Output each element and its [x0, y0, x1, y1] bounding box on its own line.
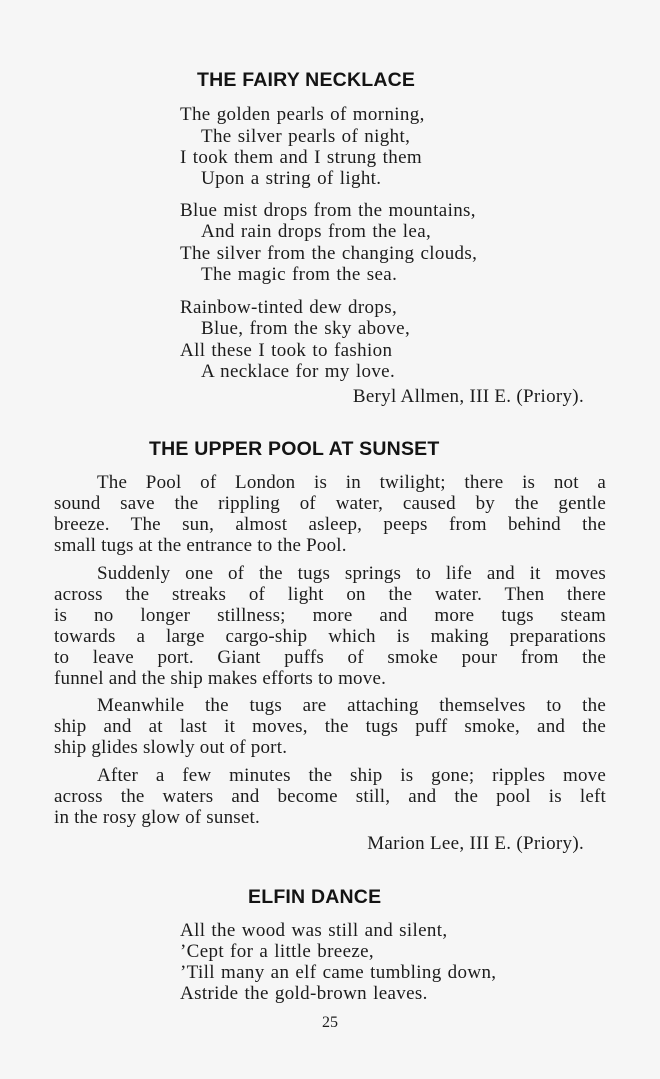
poem-line: The golden pearls of morning, — [180, 104, 425, 125]
paragraph-line: across the streaks of light on the water. Then there — [54, 584, 606, 605]
paragraph-line: sound save the rippling of water, caused by the gentle — [54, 493, 606, 514]
poem-line: ’Cept for a little breeze, — [180, 941, 375, 962]
prose-author: Marion Lee, III E. (Priory). — [367, 833, 584, 854]
poem-line: The silver from the changing clouds, — [180, 243, 478, 264]
paragraph-line: After a few minutes the ship is gone; ripples move — [97, 765, 606, 786]
poem-line: Blue mist drops from the mountains, — [180, 200, 476, 221]
paragraph-line: small tugs at the entrance to the Pool. — [54, 535, 347, 556]
poem-line: Blue, from the sky above, — [201, 318, 411, 339]
poem-line: All the wood was still and silent, — [180, 920, 448, 941]
poem-line: The silver pearls of night, — [201, 126, 411, 147]
paragraph-line: breeze. The sun, almost asleep, peeps from behind the — [54, 514, 606, 535]
page-number: 25 — [322, 1014, 338, 1031]
paragraph-line: towards a large cargo-ship which is making preparations — [54, 626, 606, 647]
poem-line: Rainbow-tinted dew drops, — [180, 297, 398, 318]
poem-title-elfin-dance: ELFIN DANCE — [248, 886, 382, 908]
paragraph-line: funnel and the ship makes efforts to move. — [54, 668, 387, 689]
poem-line: Astride the gold-brown leaves. — [180, 983, 428, 1004]
poem-line: All these I took to fashion — [180, 340, 393, 361]
poem-title-fairy-necklace: THE FAIRY NECKLACE — [197, 69, 416, 91]
poem-line: And rain drops from the lea, — [201, 221, 432, 242]
poem-line: I took them and I strung them — [180, 147, 422, 168]
paragraph-line: to leave port. Giant puffs of smoke pour from the — [54, 647, 606, 668]
paragraph-line: across the waters and become still, and the pool is left — [54, 786, 606, 807]
paragraph-line: The Pool of London is in twilight; there is not a — [97, 472, 606, 493]
prose-title-upper-pool: THE UPPER POOL AT SUNSET — [149, 438, 440, 460]
paragraph-line: ship and at last it moves, the tugs puff smoke, and the — [54, 716, 606, 737]
paragraph-line: ship glides slowly out of port. — [54, 737, 288, 758]
paragraph-line: Suddenly one of the tugs springs to life and it moves — [97, 563, 606, 584]
poem-line: Upon a string of light. — [201, 168, 382, 189]
paragraph-line: is no longer stillness; more and more tugs steam — [54, 605, 606, 626]
poem-author: Beryl Allmen, III E. (Priory). — [352, 386, 584, 407]
poem-line: ’Till many an elf came tumbling down, — [180, 962, 497, 983]
paragraph-line: in the rosy glow of sunset. — [54, 807, 260, 828]
poem-line: The magic from the sea. — [201, 264, 398, 285]
poem-line: A necklace for my love. — [201, 361, 396, 382]
paragraph-line: Meanwhile the tugs are attaching themselves to the — [97, 695, 606, 716]
